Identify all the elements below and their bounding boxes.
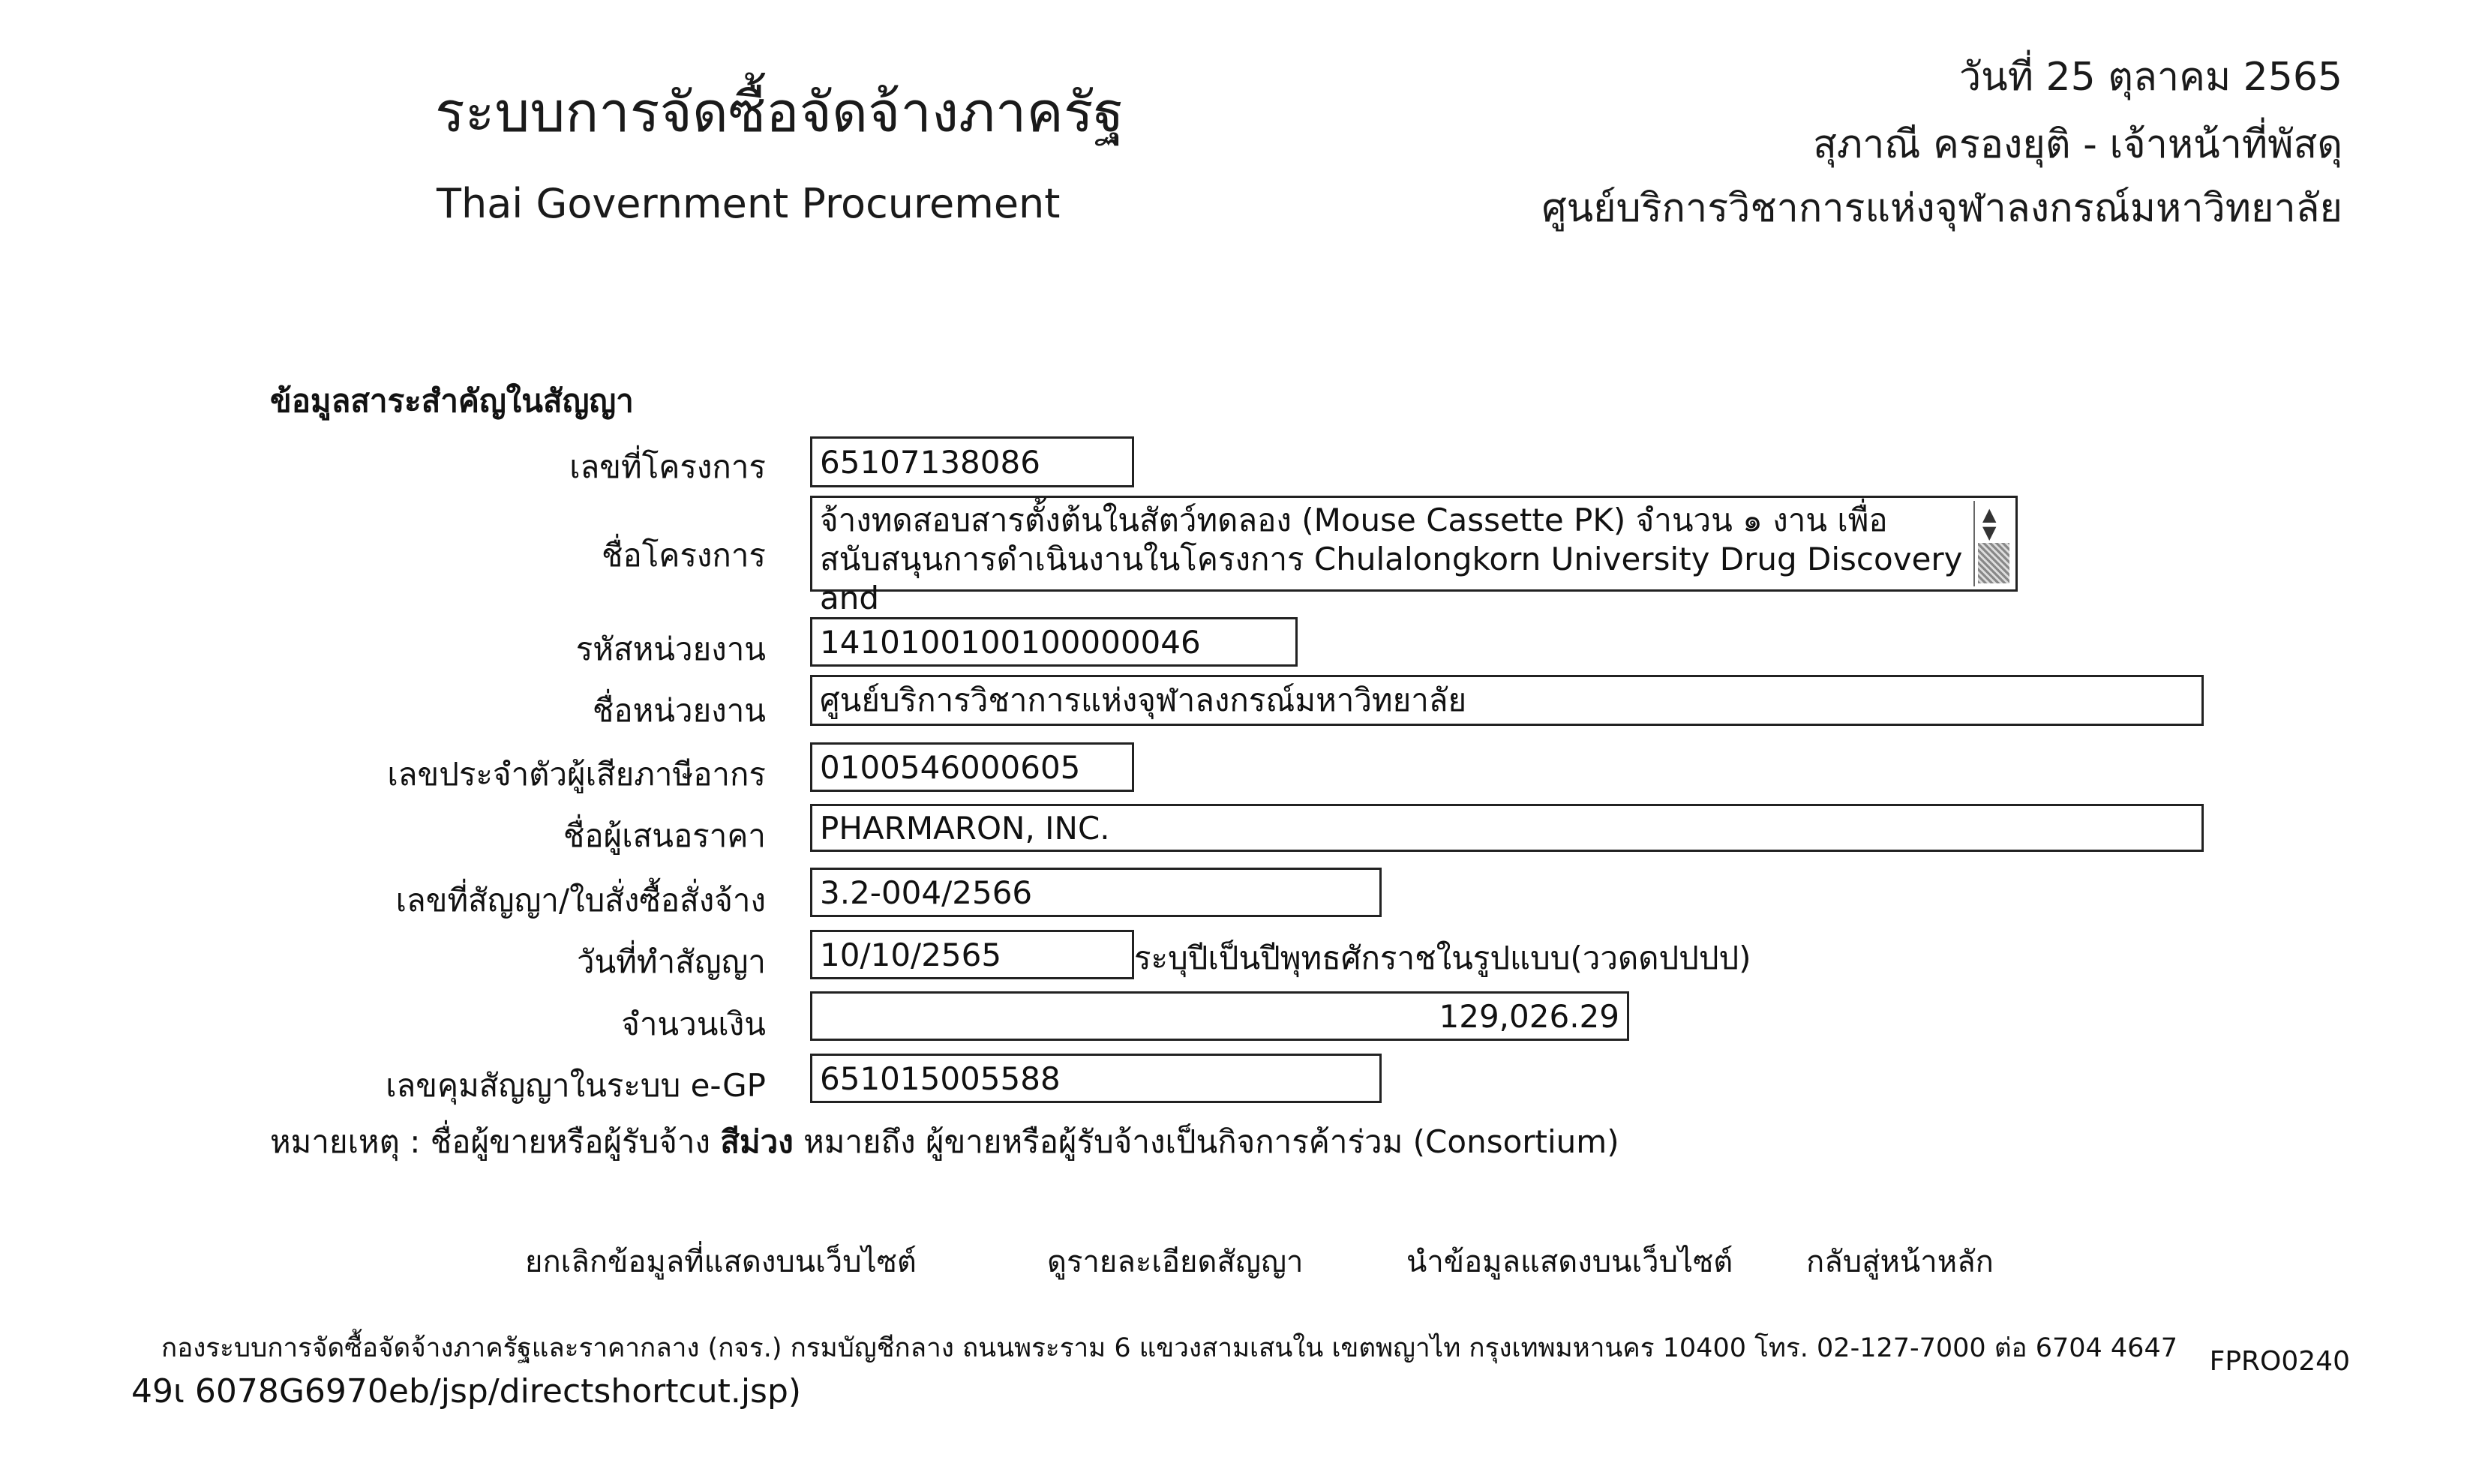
contract-date-label: วันที่ทำสัญญา — [576, 943, 766, 980]
bidder-label: ชื่อผู้เสนอราคา — [563, 817, 766, 854]
page-code: FPRO0240 — [2209, 1346, 2350, 1377]
contract-date-field[interactable]: 10/10/2565 — [810, 930, 1134, 979]
note-emphasis: สีม่วง — [720, 1123, 794, 1160]
egp-no-label: เลขคุมสัญญาในระบบ e-GP — [386, 1067, 766, 1104]
amount-field[interactable]: 129,026.29 — [810, 991, 1629, 1041]
section-title: ข้อมูลสาระสำคัญในสัญญา — [270, 382, 634, 419]
tax-id-field[interactable]: 0100546000605 — [810, 742, 1134, 792]
system-title-english: Thai Government Procurement — [437, 180, 1061, 227]
note-prefix: หมายเหตุ : ชื่อผู้ขายหรือผู้รับจ้าง — [270, 1123, 721, 1160]
scroll-up-arrow-icon[interactable]: ▲ ▼ — [1982, 504, 1997, 543]
system-title-thai: ระบบการจัดซื้อจัดจ้างภาครัฐ — [435, 80, 1124, 145]
amount-label: จำนวนเงิน — [621, 1006, 766, 1042]
footer-address: กองระบบการจัดซื้อจัดจ้างภาครัฐและราคากลาง (กจร.) กรมบัญชีกลาง ถนนพระราม 6 แขวงสามเสนใน เขตพญาไท กรุงเทพมหานคร 10400 โทร. 02-127-7000 ต่อ 6704 4647 — [161, 1333, 2177, 1363]
header-user: สุภาณี ครองยุติ - เจ้าหน้าที่พัสดุ — [1813, 122, 2342, 167]
project-no-field[interactable]: 65107138086 — [810, 436, 1134, 487]
header-organization: ศูนย์บริการวิชาการแห่งจุฬาลงกรณ์มหาวิทยาลัย — [1541, 186, 2342, 231]
date-format-hint: ระบุปีเป็นปีพุทธศักราชในรูปแบบ(ววดดปปปป) — [1134, 940, 1751, 976]
dept-code-label: รหัสหน่วยงาน — [575, 631, 766, 667]
back-to-home-link[interactable]: กลับสู่หน้าหลัก — [1806, 1245, 1994, 1279]
publish-to-website-link[interactable]: นำข้อมูลแสดงบนเว็บไซต์ — [1406, 1245, 1733, 1279]
cancel-publish-link[interactable]: ยกเลิกข้อมูลที่แสดงบนเว็บไซต์ — [525, 1245, 917, 1279]
bidder-field[interactable]: PHARMARON, INC. — [810, 804, 2204, 852]
dept-code-field[interactable]: 1410100100100000046 — [810, 617, 1298, 667]
project-no-label: เลขที่โครงการ — [569, 448, 766, 485]
egp-no-field[interactable]: 651015005588 — [810, 1054, 1382, 1103]
dept-name-field[interactable]: ศูนย์บริการวิชาการแห่งจุฬาลงกรณ์มหาวิทยาลัย — [810, 675, 2204, 726]
project-name-line-2: สนับสนุนการดำเนินงานในโครงการ Chulalongkorn University Drug Discovery and — [820, 541, 1963, 616]
dept-name-label: ชื่อหน่วยงาน — [592, 692, 766, 729]
contract-no-label: เลขที่สัญญา/ใบสั่งซื้อสั่งจ้าง — [395, 882, 766, 919]
project-name-label: ชื่อโครงการ — [601, 537, 766, 574]
view-contract-details-link[interactable]: ดูรายละเอียดสัญญา — [1047, 1245, 1304, 1279]
contract-no-field[interactable]: 3.2-004/2566 — [810, 868, 1382, 917]
tax-id-label: เลขประจำตัวผู้เสียภาษีอากร — [387, 756, 766, 793]
print-url-fragment: 49ɩ 6078G6970eb/jsp/directshortcut.jsp) — [131, 1372, 802, 1411]
note-suffix: หมายถึง ผู้ขายหรือผู้รับจ้างเป็นกิจการค้าร่วม (Consortium) — [793, 1123, 1619, 1160]
project-name-textarea[interactable] — [810, 496, 2018, 616]
header-date: วันที่ 25 ตุลาคม 2565 — [1958, 55, 2342, 100]
scroll-thumb[interactable] — [1978, 543, 2009, 583]
consortium-note — [270, 1117, 1619, 1167]
project-name-line-1: จ้างทดสอบสารตั้งต้นในสัตว์ทดลอง (Mouse Cassette PK) จำนวน ๑ งาน เพื่อ — [820, 502, 1888, 538]
project-name-scrollbar[interactable] — [1973, 501, 2012, 586]
